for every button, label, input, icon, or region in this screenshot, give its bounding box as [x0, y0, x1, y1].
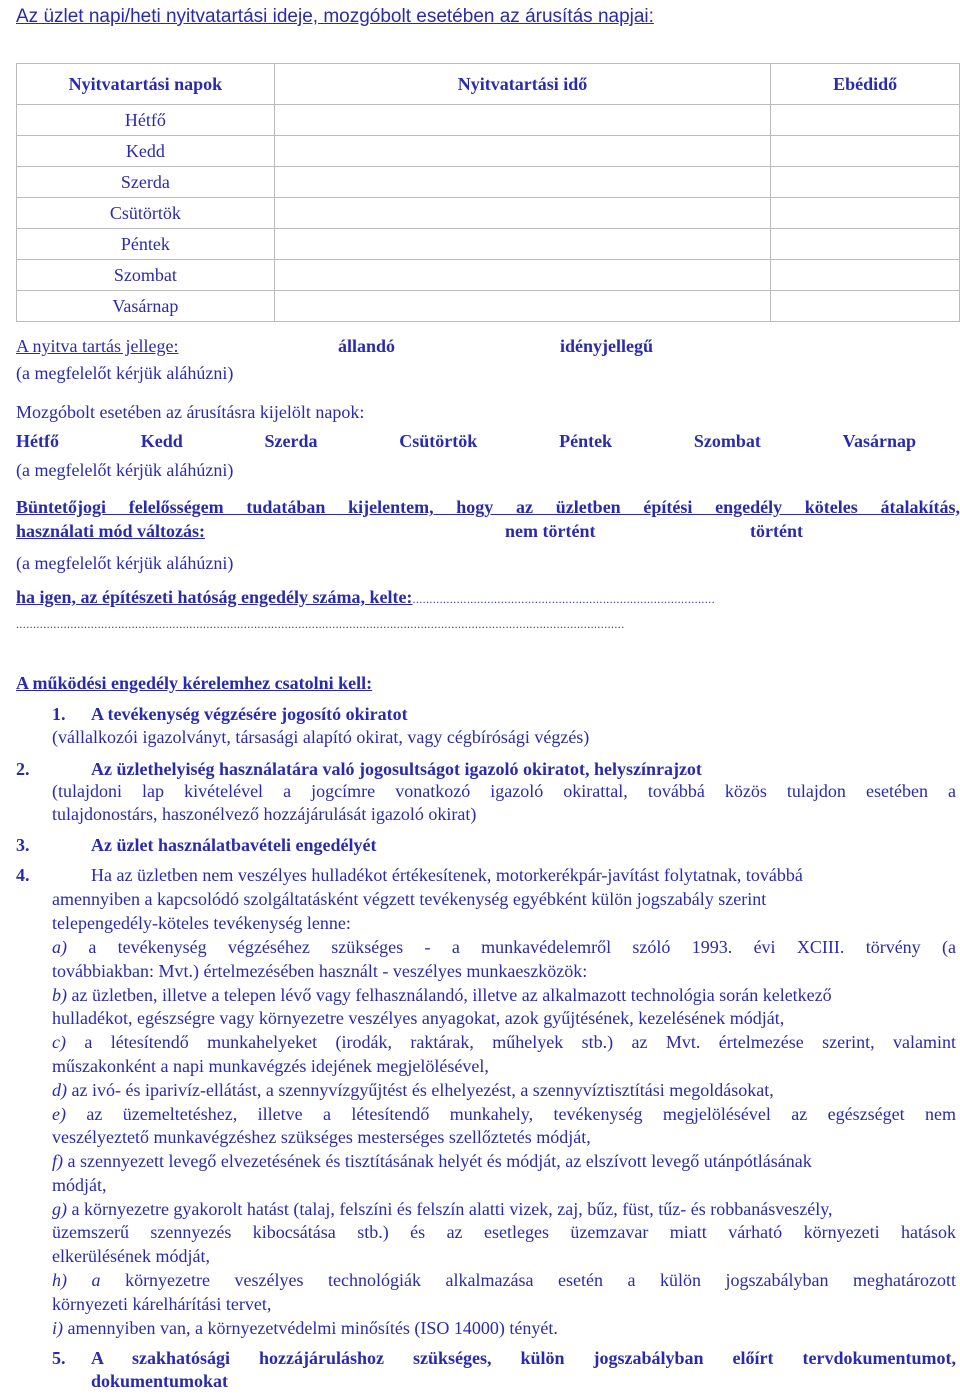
permit-dots-line2[interactable]: ................................................................................................................................................................................... [16, 617, 625, 631]
lunch-cell[interactable] [771, 105, 960, 136]
sub-c-line2: műszakonként a napi munkavégzés idejének megjelölésével, [52, 1056, 489, 1076]
declaration-option-yes[interactable]: történt [750, 521, 803, 541]
sub-b-text: az üzletben, illetve a telepen lévő vagy felhasználandó, illetve az alkalmazott technológia során keletkező [71, 985, 832, 1005]
item4-number: 4. [16, 865, 30, 885]
mobile-days-row [16, 431, 916, 452]
sub-h-line2: környezeti kárelhárítási tervet, [52, 1294, 272, 1314]
mobile-day-option[interactable]: Szombat [693, 431, 761, 451]
sub-a-line1 [52, 937, 956, 958]
table-row [17, 105, 960, 136]
declaration-hint: (a megfelelőt kérjük aláhúzni) [16, 553, 234, 573]
table-row [17, 291, 960, 322]
item2-number: 2. [16, 759, 30, 779]
permit-line [16, 587, 715, 608]
lunch-cell[interactable] [771, 229, 960, 260]
table-row [17, 198, 960, 229]
nature-hint: (a megfelelőt kérjük aláhúzni) [16, 363, 234, 383]
sub-a-letter: a) [52, 937, 67, 957]
col-header-days: Nyitvatartási napok [17, 64, 275, 105]
permit-dots[interactable]: ......................................................................................... [412, 592, 716, 606]
sub-b-line2: hulladékot, egészségre vagy környezetre veszélyes anyagokat, azok gyűjtésének, kezelésének módját, [52, 1008, 785, 1028]
mobile-day-option[interactable]: Vasárnap [842, 431, 916, 451]
sub-g-text: a környezetre gyakorolt hatást (talaj, felszíni és felszín alatti vizek, zaj, bűz, füst, tűz- és robbanásveszély, [71, 1199, 833, 1219]
opening-hours-table [16, 63, 960, 322]
sub-i-line1 [52, 1318, 558, 1339]
mobile-day-option[interactable]: Hétfő [16, 431, 59, 451]
page-heading: Az üzlet napi/heti nyitvatartási ideje, mozgóbolt esetében az árusítás napjai: [16, 6, 654, 27]
sub-i-text: amennyiben van, a környezetvédelmi minősítés (ISO 14000) tényét. [67, 1318, 558, 1338]
nature-label [16, 336, 178, 357]
item3-title: Az üzlet használatbavételi engedélyét [91, 835, 377, 855]
time-cell[interactable] [274, 198, 770, 229]
sub-d-line1 [52, 1080, 774, 1101]
sub-i-letter: i) [52, 1318, 63, 1338]
item2-line1: (tulajdoni lap kivételével a jogcímre vonatkozó igazoló okirattal, továbbá közös tulajdon esetében a [52, 781, 956, 801]
time-cell[interactable] [274, 260, 770, 291]
sub-e-line1 [52, 1104, 956, 1125]
sub-e-letter: e) [52, 1104, 66, 1124]
day-cell: Péntek [17, 229, 275, 260]
sub-e-line2: veszélyeztető munkavégzéshez szükséges mesterséges szellőztetés módját, [52, 1127, 591, 1147]
sub-f-line1 [52, 1151, 812, 1172]
nature-option-permanent[interactable]: állandó [338, 336, 396, 356]
mobile-day-option[interactable]: Szerda [264, 431, 318, 451]
mobile-day-option[interactable]: Kedd [140, 431, 183, 451]
lunch-cell[interactable] [771, 291, 960, 322]
sub-h-letter: h) a [52, 1270, 101, 1290]
sub-c-text: a létesítendő munkahelyeket (irodák, raktárak, műhelyek stb.) az Mvt. értelmezése szerint, valamint [84, 1032, 956, 1052]
day-cell: Szerda [17, 167, 275, 198]
col-header-time: Nyitvatartási idő [274, 64, 770, 105]
sub-h-text: környezetre veszélyes technológiák alkalmazása esetén a külön jogszabályban meghatározott [125, 1270, 956, 1290]
lunch-cell[interactable] [771, 260, 960, 291]
time-cell[interactable] [274, 229, 770, 260]
mobile-hint: (a megfelelőt kérjük aláhúzni) [16, 460, 234, 480]
declaration-option-not[interactable]: nem történt [505, 521, 596, 541]
sub-g-line2: üzemszerű szennyezés kibocsátása stb.) és az esetleges üzemzavar miatt várható környezeti hatások [52, 1222, 956, 1242]
lunch-cell[interactable] [771, 167, 960, 198]
lunch-cell[interactable] [771, 198, 960, 229]
attachments-title: A működési engedély kérelemhez csatolni kell: [16, 673, 373, 693]
day-cell: Csütörtök [17, 198, 275, 229]
item4-line3: telepengedély-köteles tevékenység lenne: [52, 913, 351, 933]
day-cell: Vasárnap [17, 291, 275, 322]
item4-line1: Ha az üzletben nem veszélyes hulladékot értékesítenek, motorkerékpár-javítást folytatnak, továbbá [91, 865, 803, 885]
sub-g-line3: elkerülésének módját, [52, 1246, 210, 1266]
item5-line1: A szakhatósági hozzájáruláshoz szükséges, külön jogszabályban előírt tervdokumentumot, [91, 1348, 956, 1368]
table-row [17, 229, 960, 260]
nature-option-seasonal[interactable]: idényjellegű [560, 336, 653, 356]
item5-number: 5. [52, 1348, 66, 1368]
item2-line2: tulajdonostárs, haszonélvező hozzájárulását igazoló okirat) [52, 804, 477, 824]
sub-a-line2: továbbiakban: Mvt.) értelmezésében használt - veszélyes munkaeszközök: [52, 961, 588, 981]
time-cell[interactable] [274, 105, 770, 136]
sub-g-letter: g) [52, 1199, 67, 1219]
item5-line2: dokumentumokat [91, 1371, 229, 1391]
table-header-row [17, 64, 960, 105]
mobile-label: Mozgóbolt esetében az árusításra kijelölt napok: [16, 402, 365, 422]
day-cell: Hétfő [17, 105, 275, 136]
declaration-line1: Büntetőjogi felelősségem tudatában kijelentem, hogy az üzletben építési engedély köteles átalakítás, [16, 497, 960, 517]
time-cell[interactable] [274, 291, 770, 322]
sub-h-line1 [52, 1270, 956, 1291]
table-row [17, 167, 960, 198]
sub-b-letter: b) [52, 985, 67, 1005]
item4-line2: amennyiben a kapcsolódó szolgáltatásként végzett tevékenység egyébként külön jogszabály szerint [52, 889, 767, 909]
day-cell: Kedd [17, 136, 275, 167]
sub-c-letter: c) [52, 1032, 66, 1052]
sub-g-line1 [52, 1199, 833, 1220]
sub-c-line1 [52, 1032, 956, 1053]
item1-title: A tevékenység végzésére jogosító okiratot [91, 704, 408, 724]
item1-number: 1. [52, 704, 66, 724]
lunch-cell[interactable] [771, 136, 960, 167]
item3-number: 3. [16, 835, 30, 855]
item2-title: Az üzlethelyiség használatára való jogosultságot igazoló okiratot, helyszínrajzot [91, 759, 702, 779]
item1-subtitle: (vállalkozói igazolványt, társasági alapító okirat, vagy cégbírósági végzés) [52, 727, 590, 747]
mobile-day-option[interactable]: Csütörtök [399, 431, 478, 451]
nature-label-text: A nyitva tartás jellege: [16, 336, 179, 356]
table-row [17, 136, 960, 167]
table-row [17, 260, 960, 291]
col-header-lunch: Ebédidő [771, 64, 960, 105]
sub-f-text: a szennyezett levegő elvezetésének és tisztításának helyét és módját, az elszívott levegő utánpótlásának [67, 1151, 812, 1171]
sub-f-letter: f) [52, 1151, 63, 1171]
sub-d-text: az ivó- és iparivíz-ellátást, a szennyvízgyűjtést és elhelyezést, a szennyvíztisztítási megoldásokat, [71, 1080, 774, 1100]
sub-b-line1 [52, 985, 832, 1006]
permit-label: ha igen, az építészeti hatóság engedély száma, kelte: [16, 587, 413, 607]
day-cell: Szombat [17, 260, 275, 291]
sub-e-text: az üzemeltetéshez, illetve a létesítendő munkahely, tevékenység megjelölésével az egészséget nem [86, 1104, 956, 1124]
sub-d-letter: d) [52, 1080, 67, 1100]
sub-f-line2: módját, [52, 1175, 107, 1195]
mobile-day-option[interactable]: Péntek [559, 431, 613, 451]
time-cell[interactable] [274, 136, 770, 167]
sub-a-text: a tevékenység végzéséhez szükséges - a munkavédelemről szóló 1993. évi XCIII. törvény (a [88, 937, 956, 957]
declaration-label: használati mód változás: [16, 521, 205, 541]
time-cell[interactable] [274, 167, 770, 198]
